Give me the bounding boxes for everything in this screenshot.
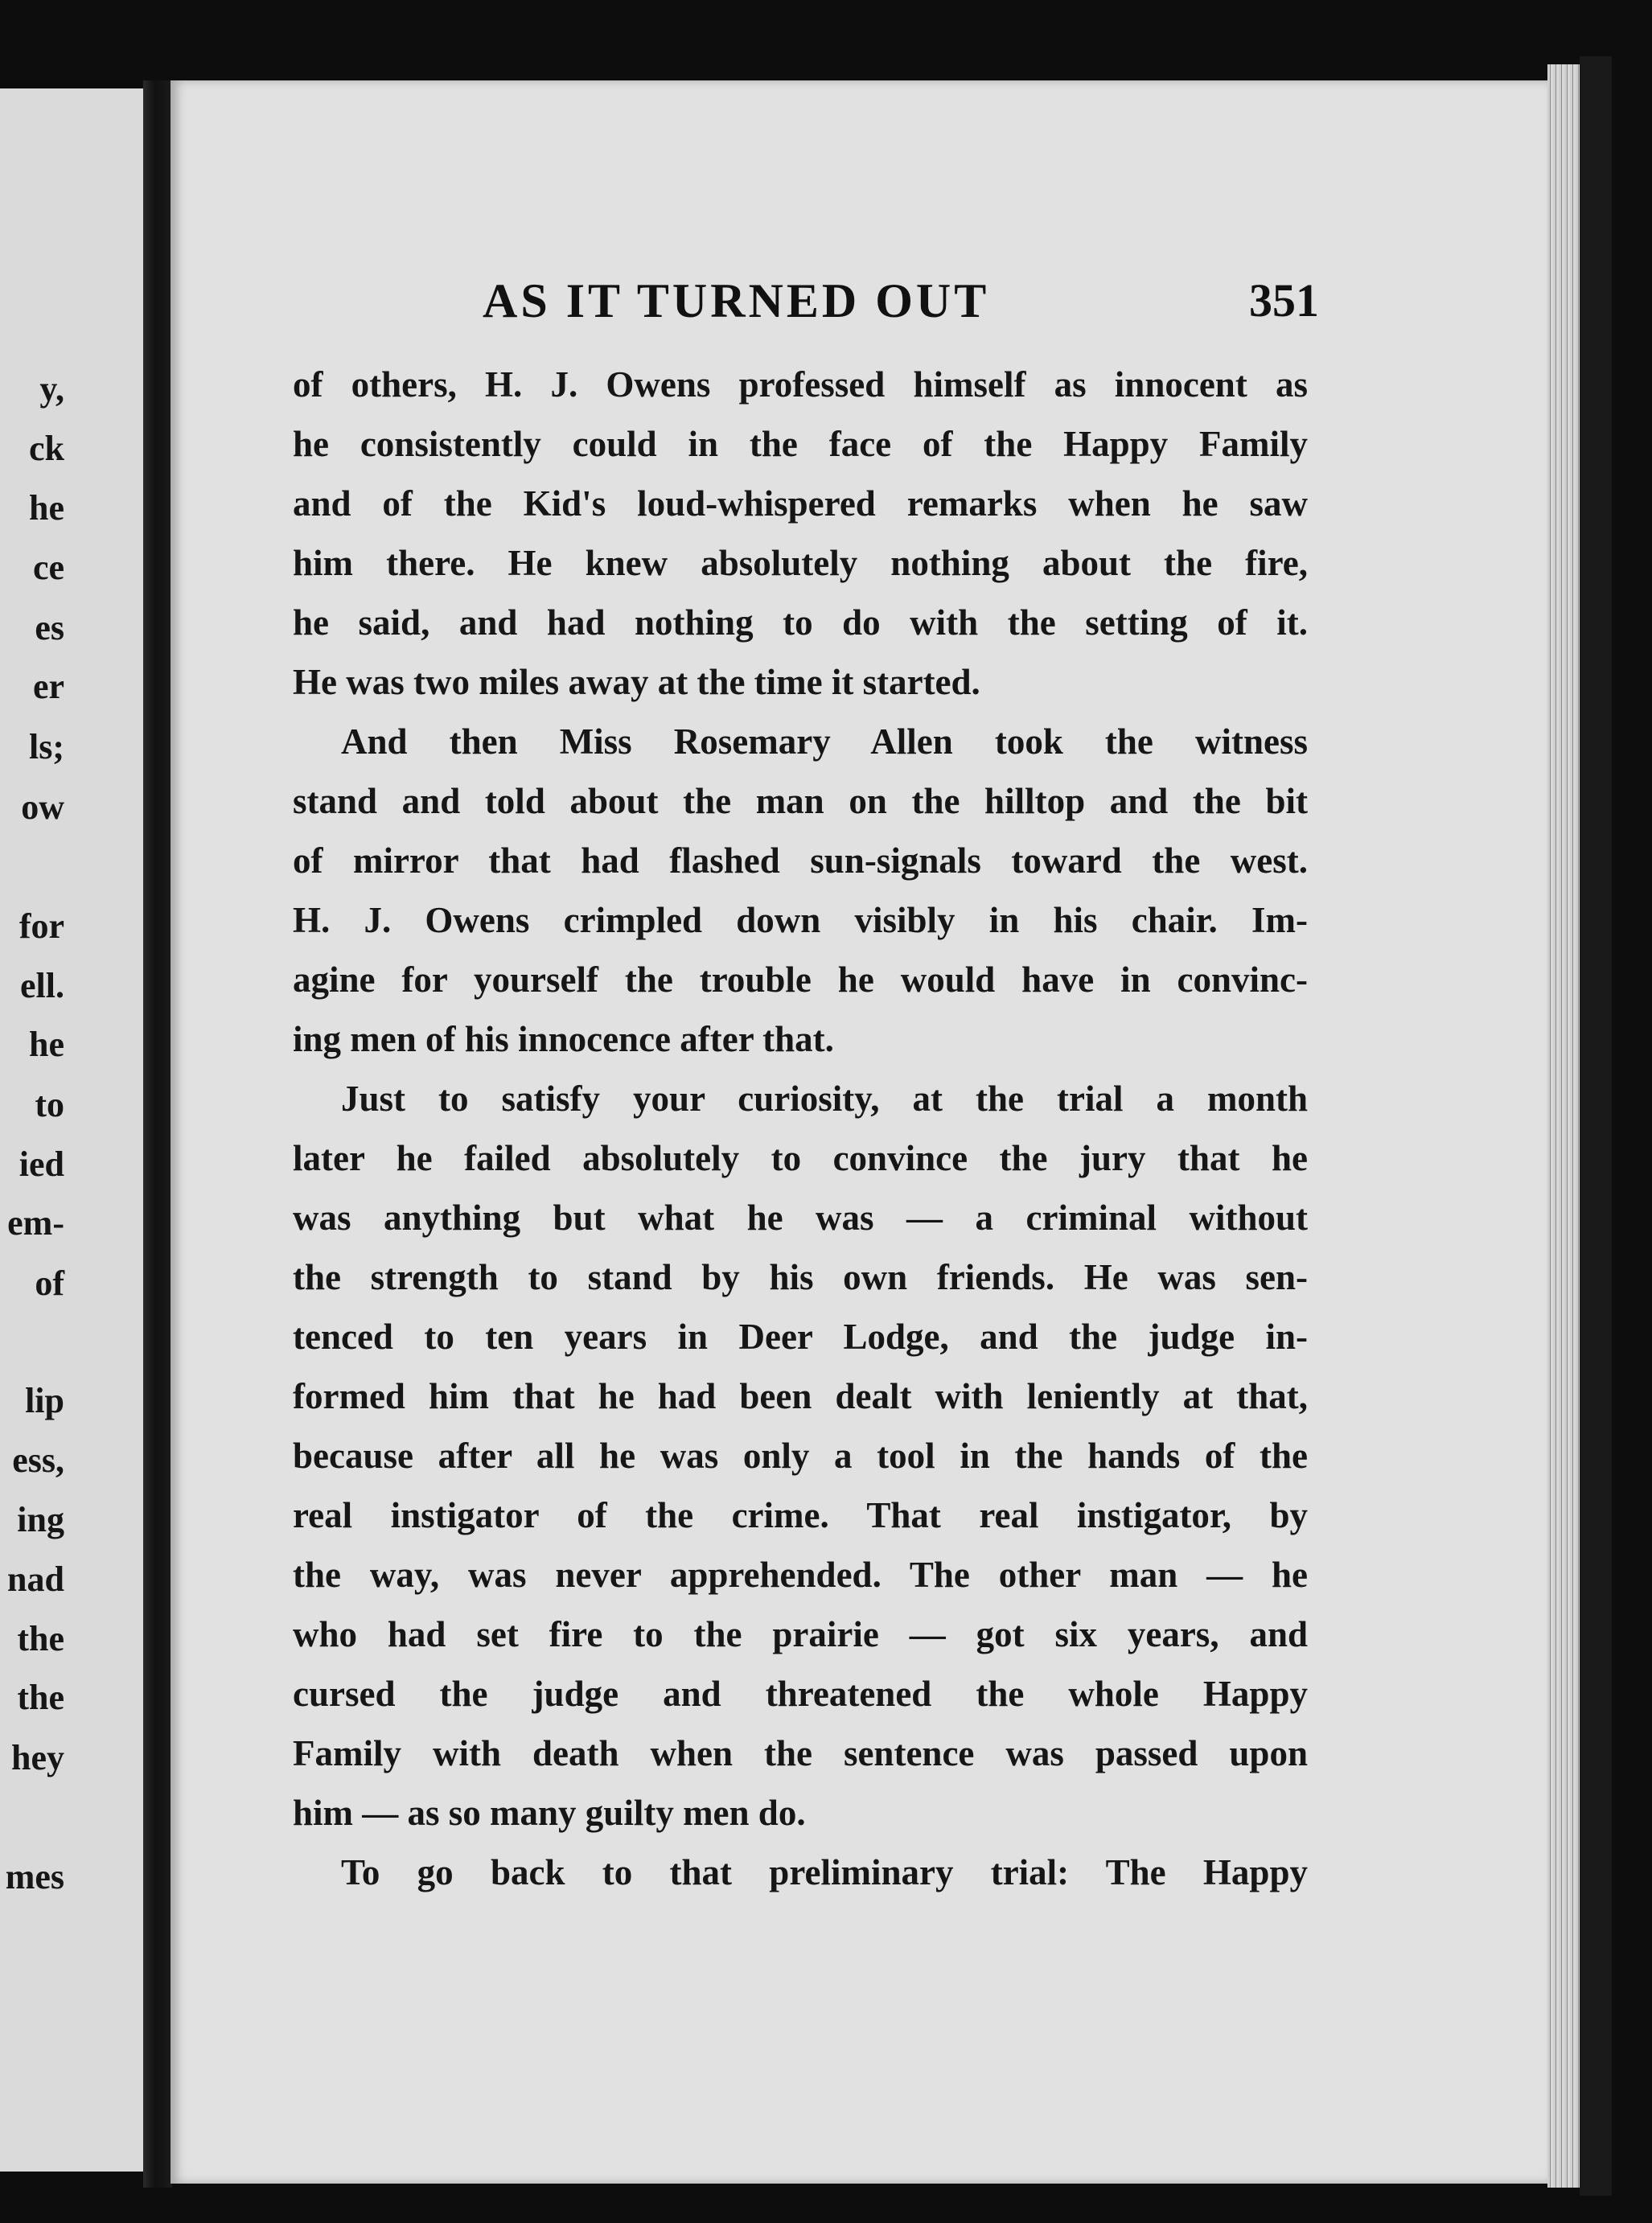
scan-border bbox=[1580, 56, 1612, 2196]
facing-page-fragment: he bbox=[29, 488, 64, 528]
facing-page bbox=[0, 88, 154, 2172]
text-line: formed him that he had been dealt with leniently at that, bbox=[293, 1376, 1308, 1416]
facing-page-fragment: ow bbox=[21, 787, 64, 827]
text-line: the way, was never apprehended. The other man — he bbox=[293, 1555, 1308, 1595]
facing-page-fragment: em- bbox=[7, 1203, 64, 1243]
facing-page-fragment: of bbox=[35, 1264, 64, 1303]
text-line: he consistently could in the face of the Happy Family bbox=[293, 424, 1308, 464]
facing-page-fragment: the bbox=[17, 1619, 64, 1658]
text-line: To go back to that preliminary trial: The Happy bbox=[341, 1852, 1308, 1892]
facing-page-fragment: es bbox=[35, 608, 64, 647]
text-line: And then Miss Rosemary Allen took the witness bbox=[341, 721, 1308, 762]
facing-page-fragment: the bbox=[17, 1678, 64, 1717]
text-line: stand and told about the man on the hilltop and the bit bbox=[293, 781, 1308, 821]
text-line: him — as so many guilty men do. bbox=[293, 1793, 806, 1833]
facing-page-fragment: he bbox=[29, 1025, 64, 1064]
facing-page-fragment: lip bbox=[25, 1381, 64, 1420]
text-line: real instigator of the crime. That real instigator, by bbox=[293, 1495, 1308, 1535]
text-line: him there. He knew absolutely nothing about the fire, bbox=[293, 543, 1308, 583]
text-line: and of the Kid's loud-whispered remarks when he saw bbox=[293, 483, 1308, 524]
facing-page-fragment: ied bbox=[18, 1144, 64, 1184]
text-line: Just to satisfy your curiosity, at the trial a month bbox=[341, 1079, 1308, 1119]
page-edge-stack bbox=[1547, 64, 1580, 2188]
facing-page-fragment: y, bbox=[39, 369, 64, 409]
text-line: he said, and had nothing to do with the setting of it. bbox=[293, 602, 1308, 643]
text-line: because after all he was only a tool in the hands of the bbox=[293, 1436, 1308, 1476]
facing-page-fragment: ck bbox=[29, 429, 64, 468]
text-line: tenced to ten years in Deer Lodge, and the judge in- bbox=[293, 1317, 1308, 1357]
text-line: was anything but what he was — a criminal without bbox=[293, 1198, 1308, 1238]
facing-page-fragment: hey bbox=[11, 1738, 64, 1777]
running-title: AS IT TURNED OUT bbox=[483, 274, 990, 327]
page-number: 351 bbox=[1249, 274, 1319, 327]
text-line: cursed the judge and threatened the whole Happy bbox=[293, 1674, 1308, 1714]
text-line: He was two miles away at the time it started. bbox=[293, 662, 980, 702]
facing-page-fragment: ell. bbox=[20, 966, 64, 1005]
text-line: ing men of his innocence after that. bbox=[293, 1019, 834, 1059]
running-header bbox=[483, 273, 1319, 338]
text-line: of others, H. J. Owens professed himself as innocent as bbox=[293, 364, 1308, 405]
facing-page-fragment: ls; bbox=[29, 727, 64, 766]
text-line: the strength to stand by his own friends. He was sen- bbox=[293, 1257, 1308, 1297]
facing-page-fragment: ce bbox=[32, 548, 64, 587]
facing-page-fragment: for bbox=[18, 906, 64, 946]
facing-page-fragment: ess, bbox=[12, 1440, 64, 1480]
text-line: Family with death when the sentence was passed upon bbox=[293, 1733, 1308, 1773]
text-line: later he failed absolutely to convince the jury that he bbox=[293, 1138, 1308, 1178]
facing-page-fragment: er bbox=[32, 667, 64, 706]
text-line: H. J. Owens crimpled down visibly in his chair. Im- bbox=[293, 900, 1308, 940]
facing-page-fragment: nad bbox=[7, 1559, 64, 1599]
facing-page-fragment: to bbox=[35, 1085, 64, 1124]
facing-page-fragment: mes bbox=[5, 1857, 64, 1896]
text-line: agine for yourself the trouble he would have in convinc- bbox=[293, 959, 1308, 1000]
book-gutter bbox=[143, 80, 172, 2188]
text-line: of mirror that had flashed sun-signals toward the west. bbox=[293, 840, 1308, 881]
facing-page-fragment: ing bbox=[17, 1500, 64, 1539]
text-line: who had set fire to the prairie — got six years, and bbox=[293, 1614, 1308, 1654]
